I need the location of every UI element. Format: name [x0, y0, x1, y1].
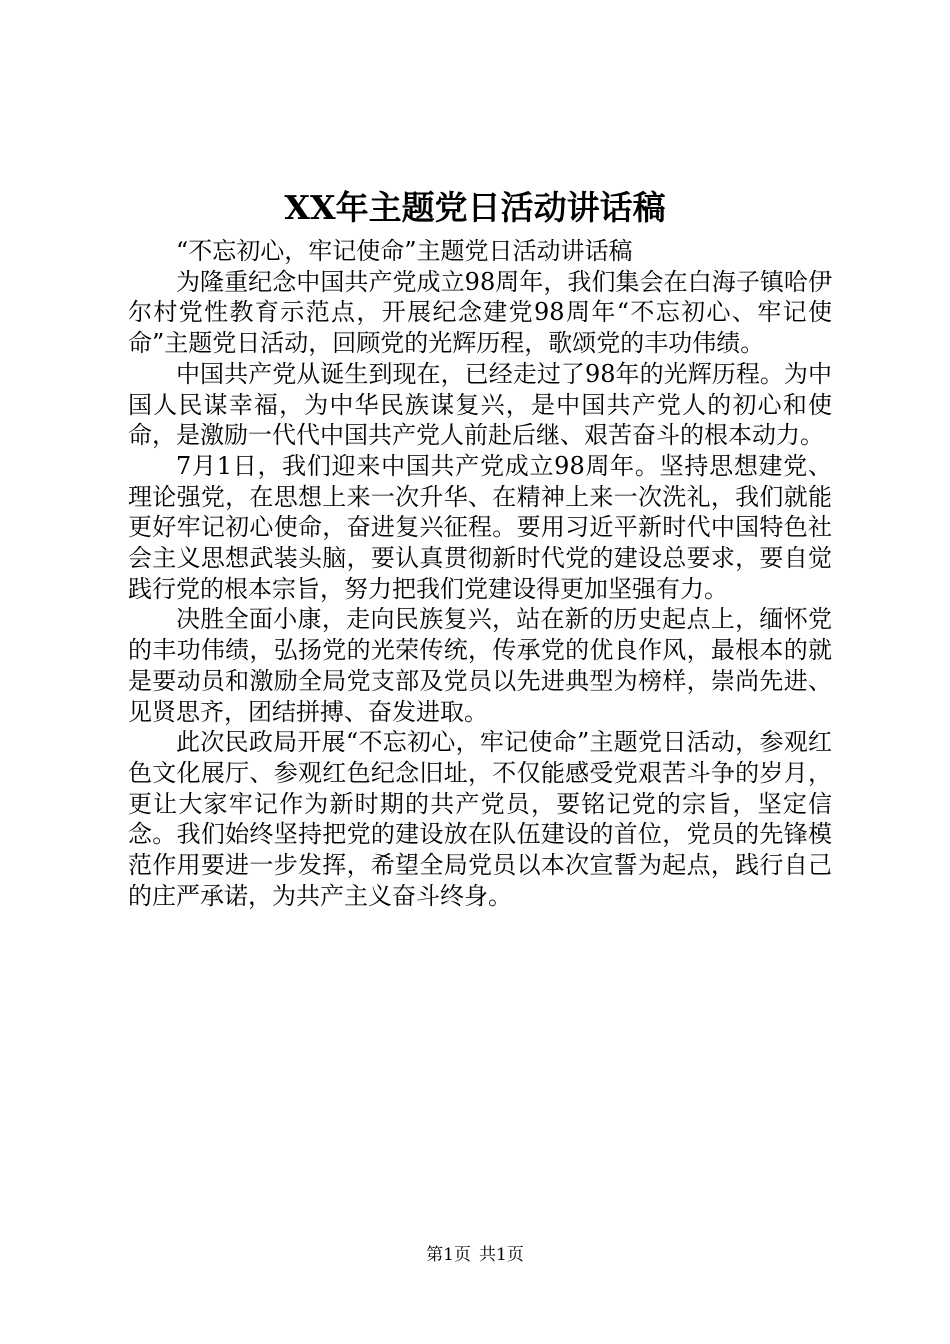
paragraph: 7月1日，我们迎来中国共产党成立98周年。坚持思想建党、理论强党，在思想上来一次升华、在精神上来一次洗礼，我们就能更好牢记初心使命，奋进复兴征程。要用习近平新时代中国特色社会主义思想武装头脑，要认真贯彻新时代党的建设总要求，要自觉践行党的根本宗旨，努力把我们党建设得更加坚强有力。	[128, 451, 832, 603]
paragraph: 中国共产党从诞生到现在，已经走过了98年的光辉历程。为中国人民谋幸福，为中华民族谋复兴，是中国共产党人的初心和使命，是激励一代代中国共产党人前赴后继、艰苦奋斗的根本动力。	[128, 359, 832, 450]
paragraph: 为隆重纪念中国共产党成立98周年，我们集会在白海子镇哈伊尔村党性教育示范点，开展纪念建党98周年“不忘初心、牢记使命”主题党日活动，回顾党的光辉历程，歌颂党的丰功伟绩。	[128, 267, 832, 358]
paragraph: 决胜全面小康，走向民族复兴，站在新的历史起点上，缅怀党的丰功伟绩，弘扬党的光荣传统，传承党的优良作风，最根本的就是要动员和激励全局党支部及党员以先进典型为榜样，崇尚先进、见贤思齐，团结拼搏、奋发进取。	[128, 605, 832, 726]
page-number: 第1页	[426, 1245, 471, 1265]
page-total: 共1页	[479, 1245, 524, 1265]
paragraph-subtitle: “不忘初心，牢记使命”主题党日活动讲话稿	[176, 237, 633, 265]
page-footer	[0, 1243, 950, 1267]
paragraph: 此次民政局开展“不忘初心，牢记使命”主题党日活动，参观红色文化展厅、参观红色纪念旧址，不仅能感受党艰苦斗争的岁月，更让大家牢记作为新时期的共产党员，要铭记党的宗旨，坚定信念。我们始终坚持把党的建设放在队伍建设的首位，党员的先锋模范作用要进一步发挥，希望全局党员以本次宣誓为起点，践行自己的庄严承诺，为共产主义奋斗终身。	[128, 728, 832, 910]
document-body	[128, 236, 832, 911]
document-title: XX年主题党日活动讲话稿	[284, 188, 666, 227]
